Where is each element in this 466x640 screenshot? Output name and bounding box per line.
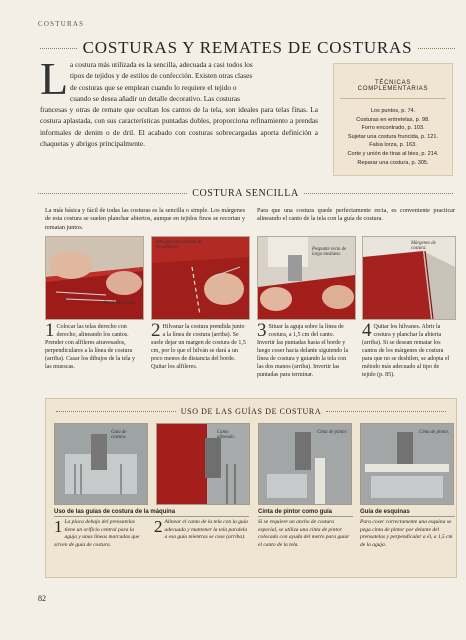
tip-caption-heading: Guía de esquinas [360,509,455,517]
title-rule-right [418,48,455,49]
section-text-right: Para que una costura quede perfectamente recta, es conveniente practicar alineando el canto de la tela con la guía de costura. [257,207,455,223]
tips-rule-left [56,411,176,412]
tecnicas-item[interactable]: Costuras en entretelas, p. 98. [356,116,430,123]
tips-box [45,398,457,578]
intro-line: a costura más utilizada es la sencilla, adecuada a casi todos los [70,60,253,69]
tips-heading-row [46,407,456,416]
photo-pinning [45,236,144,320]
tip-text: Alinear el canto de la tela con la guía adecuada y mantener la tela paralela a esa guía mientras se cose (arriba). [164,519,248,541]
callout-pespunte: Pespunte recto de largo mediano. [312,247,347,258]
tip-photo-tape [258,423,352,505]
tip-label: Cinta de pintor. [419,430,449,435]
photo-basting [151,236,250,320]
tecnicas-item[interactable]: Forro encontrado, p. 103. [361,125,425,132]
tip-caption-tape [258,509,353,549]
step-text: Situar la aguja sobre la línea de costura, a 1,5 cm del canto. Invertir las puntadas hasta el borde y luego coser hacia delante siguiendo la línea de costura y guiando la tela con las dos manos (arriba). Invertir las puntadas para terminar. [257,324,349,378]
tips-title: USO DE LAS GUÍAS DE COSTURA [180,407,322,416]
step-text: Hilvanar la costura prendida junto a la línea de costura (arriba). Se suele dejar un margen de costura de 1,5 cm, por lo que el hilván se dará a un poco menos de distancia del borde. Quitar los alfileres. [151,324,246,370]
section-rule-right [304,193,453,194]
tip-text: Para coser correctamente una esquina se pega cinta de pintor por delante del prensatelas y perpendicular a él, a 1,5 cm de la aguja. [360,519,453,548]
tecnicas-heading: TÉCNICAS COMPLEMENTARIAS [340,80,446,99]
step-number: 1 [45,320,55,341]
intro-line: tipos de tejidos y de estilos de confección. Existen otras clases [70,71,253,81]
tip-label: Canto alineado. [217,430,235,441]
step-number: 2 [151,320,161,341]
tecnicas-item[interactable]: Los puntos, p. 74. [370,108,416,114]
drop-cap: L [40,53,69,104]
tip-label: Cinta de pintor. [317,430,347,435]
tip-caption-heading: Cinta de pintor como guía [258,509,353,517]
tip-label: Guía de costura. [111,430,127,441]
step-1 [45,320,140,371]
photo-pressing [362,236,456,320]
tip-caption-1 [54,519,146,549]
pinning-illustration [46,237,143,319]
step-number: 4 [362,320,372,341]
tecnicas-list [334,107,452,167]
page-number: 82 [38,594,46,603]
tecnicas-item[interactable]: Corte y unión de tiras al bies, p. 214. [347,150,439,157]
corner-guide-illustration [361,424,453,504]
intro-line: de costuras que se emplean cuando lo requiere el tejido o [70,82,237,92]
tip-text: La placa debajo del prensatelas tiene un orificio central para la aguja y unas líneas marcadas que sirven de guía de costura. [54,519,140,548]
tip-caption-machine-guides [54,509,249,549]
title-rule-left [40,48,77,49]
painter-tape-illustration [259,424,351,504]
tip-number: 2 [154,517,163,537]
page-title: COSTURAS Y REMATES DE COSTURAS [82,38,413,57]
tecnicas-item[interactable]: Sujetar una costura fruncida, p. 121. [347,133,439,140]
tecnicas-item[interactable]: Falsa lorza, p. 163. [369,142,417,149]
step-number: 3 [257,320,267,341]
tip-text: Si se requiere un ancho de costura especial, se utiliza una cinta de pintor colocada con ayuda del metro para guiar el canto de la tela. [258,519,350,548]
tecnicas-box [333,63,453,176]
callout-reves: Revés de la tela. [104,301,136,306]
step-3 [257,320,352,379]
title-row [40,38,455,58]
section-text-left: La más básica y fácil de todas las costuras es la sencilla o simple. Los márgenes de esta costura se suelen planchar abiertos, aunque en tejidos finos se recortan y rematan juntos. [45,207,245,231]
tip-caption-2 [154,519,249,549]
callout-hilvanar: Hilvanar por encima de los alfileres. [156,240,202,251]
tips-rule-right [326,411,446,412]
step-2 [151,320,246,371]
photo-machine-stitch [257,236,356,320]
section-heading-row [38,186,453,200]
tip-caption-heading: Uso de las guías de costura de la máquina [54,509,249,517]
tip-photo-aligned [156,423,250,505]
section-rule-left [38,193,187,194]
tip-photo-corner [360,423,454,505]
step-text: Quitar los hilvanes. Abrir la costura y planchar la abierta (arriba). Si se desean rematar los cantos de los márgenes de costura para que no se deshilen, se adopta el método más adecuado al tipo de tejido (p. 85). [362,324,450,378]
intro-paragraph [40,59,318,149]
intro-line: cuando se desea añadir un detalle decorativo. Las costuras [70,93,240,103]
section-title: COSTURA SENCILLA [192,187,299,199]
tip-photo-guide [54,423,148,505]
step-text: Colocar las telas derecho con derecho, alineando los cantos. Prender con alfileres atravesados, perpendiculares a la línea de costura (arriba). Casar los dibujos de la tela y las muescas. [45,324,135,370]
tip-number: 1 [54,517,63,537]
tecnicas-item[interactable]: Reparar una costura, p. 305. [357,159,429,166]
intro-rest: francesas y otras de remate que ocultan los cantos de la tela, son ideales para telas finas. La costura aplastada, con sus características puntadas dobles, proporciona refinamiento a prendas informales de denim o de dril. El acabado con costuras sobrecargadas aporta definición a chaquetas y abrigos principalmente. [40,105,318,149]
callout-margenes: Márgenes de costura. [411,241,436,252]
step-4 [362,320,454,379]
running-header: COSTURAS [38,20,85,28]
tip-caption-columns [54,519,249,549]
tip-caption-corner [360,509,455,549]
